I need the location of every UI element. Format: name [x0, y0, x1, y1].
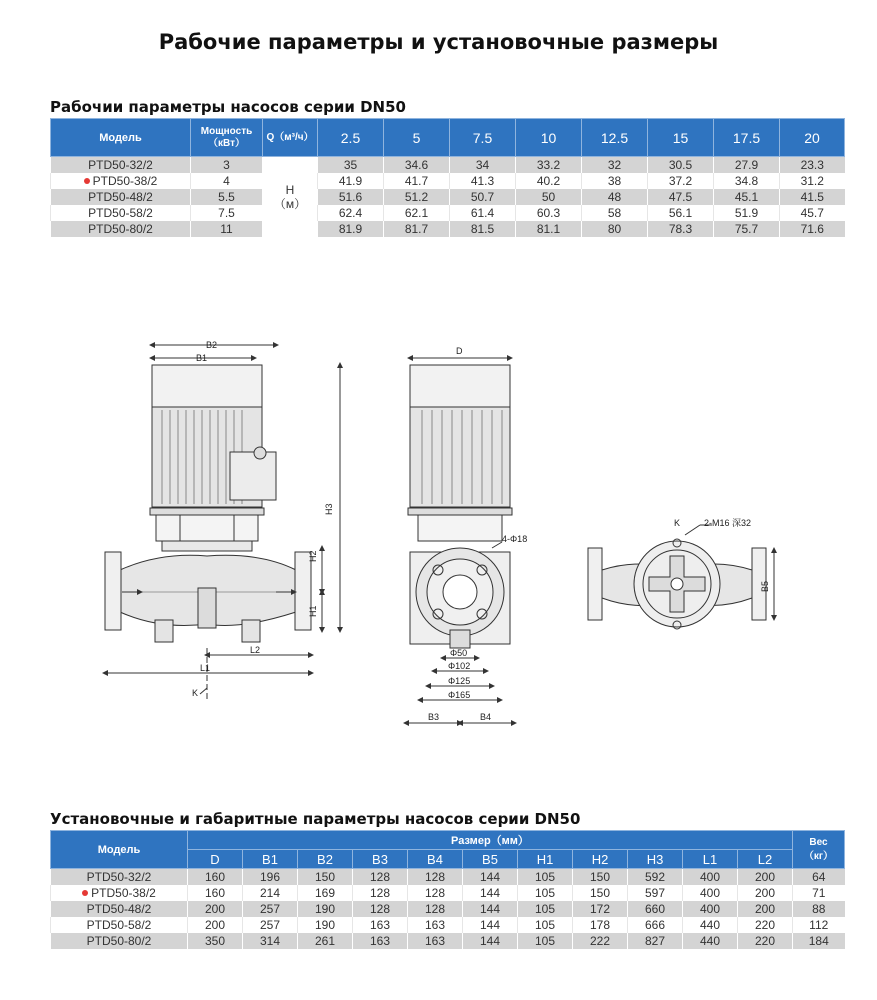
dim-value: 666 [628, 917, 683, 933]
dim-value: 440 [683, 933, 738, 949]
table-row [51, 869, 845, 886]
power-cell: 3 [191, 157, 263, 174]
model-name: PTD50-80/2 [88, 222, 153, 236]
dim-column-header: L1 [683, 850, 738, 869]
dim-value: 128 [353, 869, 408, 886]
table-row [51, 917, 845, 933]
q-value: 2.5 [318, 119, 384, 157]
h-unit: （м） [273, 197, 307, 211]
thread-label: 2-M16 深32 [704, 518, 752, 528]
table-row [51, 933, 845, 949]
weight-value: 64 [793, 869, 845, 886]
dim-column-header: H2 [573, 850, 628, 869]
dim-value: 214 [243, 885, 298, 901]
head-value: 34 [450, 157, 516, 174]
pump-top-view [588, 525, 774, 629]
head-value: 35 [318, 157, 384, 174]
head-value: 31.2 [780, 173, 845, 189]
dim-value: 400 [683, 901, 738, 917]
dim-value: 200 [738, 869, 793, 886]
dim-value: 257 [243, 917, 298, 933]
weight-header [793, 831, 845, 869]
dim-h2-label: H2 [308, 550, 318, 562]
head-value: 81.1 [516, 221, 582, 237]
dim-value: 163 [408, 933, 463, 949]
dim-b4-label: B4 [480, 712, 492, 722]
model-name: PTD50-48/2 [86, 902, 152, 916]
head-value: 60.3 [516, 205, 582, 221]
dim-b5-label: B5 [760, 580, 770, 592]
dimensions-table [50, 830, 845, 949]
pump-front-view [105, 345, 340, 700]
dim-value: 257 [243, 901, 298, 917]
head-value: 27.9 [714, 157, 780, 174]
dim-value: 200 [188, 901, 243, 917]
q-value: 12.5 [582, 119, 648, 157]
dim-value: 190 [298, 901, 353, 917]
dim-value: 222 [573, 933, 628, 949]
dim-value: 105 [518, 869, 573, 886]
table-row [51, 205, 845, 221]
q-value: 20 [780, 119, 845, 157]
dim-l2-label: L2 [250, 645, 261, 655]
head-value: 38 [582, 173, 648, 189]
head-value: 58 [582, 205, 648, 221]
dim-value: 592 [628, 869, 683, 886]
model-cell [51, 221, 191, 237]
head-value: 81.5 [450, 221, 516, 237]
dim-value: 163 [353, 917, 408, 933]
dim-value: 597 [628, 885, 683, 901]
dim-value: 144 [463, 901, 518, 917]
dim-value: 128 [408, 901, 463, 917]
model-cell [51, 205, 191, 221]
dim-l1-label: L1 [200, 663, 211, 673]
head-value: 30.5 [648, 157, 714, 174]
head-value: 40.2 [516, 173, 582, 189]
dim-h1-label: H1 [308, 605, 318, 617]
power-cell: 7.5 [191, 205, 263, 221]
dim-column-header: B1 [243, 850, 298, 869]
dim-value: 128 [408, 885, 463, 901]
weight-value: 184 [793, 933, 845, 949]
dim-column-header: H3 [628, 850, 683, 869]
dim-value: 150 [573, 869, 628, 886]
head-value: 45.7 [780, 205, 845, 221]
model-name: PTD50-38/2 [91, 886, 156, 900]
head-value: 62.4 [318, 205, 384, 221]
selected-marker [82, 890, 88, 896]
head-value: 48 [582, 189, 648, 205]
head-value: 34.6 [384, 157, 450, 174]
model-cell [51, 173, 191, 189]
head-value: 81.9 [318, 221, 384, 237]
head-value: 50.7 [450, 189, 516, 205]
q-header: Q（м³/ч） [263, 119, 318, 157]
dim-value: 220 [738, 933, 793, 949]
head-value: 41.5 [780, 189, 845, 205]
dim-d-label: D [456, 346, 463, 356]
head-value: 34.8 [714, 173, 780, 189]
dim-value: 169 [298, 885, 353, 901]
dim-value: 190 [298, 917, 353, 933]
dim-value: 105 [518, 885, 573, 901]
dim-d50-label: Φ50 [450, 648, 468, 658]
dim-h3-label: H3 [324, 503, 334, 515]
dimensions-table-title: Установочные и габаритные параметры насосов серии DN50 [50, 810, 581, 828]
head-value: 61.4 [450, 205, 516, 221]
page-title: Рабочие параметры и установочные размеры [158, 30, 719, 54]
dim-value: 400 [683, 885, 738, 901]
dim-column-header: B4 [408, 850, 463, 869]
dim-value: 128 [353, 901, 408, 917]
model-cell [51, 933, 188, 949]
dim-value: 105 [518, 901, 573, 917]
head-value: 71.6 [780, 221, 845, 237]
model-name: PTD50-80/2 [86, 934, 152, 948]
dim-value: 261 [298, 933, 353, 949]
dim-value: 150 [298, 869, 353, 886]
dim-value: 220 [738, 917, 793, 933]
dim-value: 144 [463, 933, 518, 949]
pump-dimension-drawing [100, 330, 780, 730]
power-cell: 4 [191, 173, 263, 189]
performance-table [50, 118, 845, 237]
holes-label: 4-Φ18 [502, 534, 528, 544]
table-row [51, 885, 845, 901]
dim-value: 200 [188, 917, 243, 933]
dim-value: 172 [573, 901, 628, 917]
table-row [51, 221, 845, 237]
dim-d125-label: Φ125 [448, 676, 471, 686]
dim-value: 144 [463, 917, 518, 933]
head-value: 23.3 [780, 157, 845, 174]
q-value: 17.5 [714, 119, 780, 157]
model-cell [51, 157, 191, 174]
weight-value: 112 [793, 917, 845, 933]
dim-value: 400 [683, 869, 738, 886]
dim-column-header: L2 [738, 850, 793, 869]
model-name: PTD50-38/2 [92, 174, 158, 188]
dim-column-header: D [188, 850, 243, 869]
dim-value: 660 [628, 901, 683, 917]
weight-value: 71 [793, 885, 845, 901]
head-value: 41.9 [318, 173, 384, 189]
dim-value: 178 [573, 917, 628, 933]
model-header: Модель [51, 831, 188, 869]
head-value: 41.3 [450, 173, 516, 189]
head-value: 37.2 [648, 173, 714, 189]
dim-d165-label: Φ165 [448, 690, 471, 700]
model-name: PTD50-32/2 [86, 870, 152, 884]
weight-header-unit: （кг） [803, 850, 834, 862]
head-value: 41.7 [384, 173, 450, 189]
dim-b2-label: B2 [206, 340, 218, 350]
model-cell [51, 917, 188, 933]
head-value: 51.9 [714, 205, 780, 221]
head-value: 81.7 [384, 221, 450, 237]
q-value: 7.5 [450, 119, 516, 157]
dim-value: 200 [738, 901, 793, 917]
dim-column-header: H1 [518, 850, 573, 869]
view-k-top-label: K [674, 518, 681, 528]
dim-d102-label: Φ102 [448, 661, 471, 671]
table-row [51, 189, 845, 205]
dim-value: 314 [243, 933, 298, 949]
dim-b1-label: B1 [196, 353, 208, 363]
performance-table-title: Рабочии параметры насосов серии DN50 [50, 98, 406, 116]
head-value: 62.1 [384, 205, 450, 221]
q-value: 10 [516, 119, 582, 157]
dim-value: 160 [188, 885, 243, 901]
dim-value: 163 [353, 933, 408, 949]
performance-header-row [51, 119, 845, 157]
head-value: 45.1 [714, 189, 780, 205]
head-value: 33.2 [516, 157, 582, 174]
dim-column-header: B2 [298, 850, 353, 869]
head-value: 56.1 [648, 205, 714, 221]
q-value: 5 [384, 119, 450, 157]
head-value: 78.3 [648, 221, 714, 237]
table-row [51, 901, 845, 917]
dim-value: 350 [188, 933, 243, 949]
head-value: 51.2 [384, 189, 450, 205]
model-cell [51, 885, 188, 901]
model-cell [51, 901, 188, 917]
dim-value: 440 [683, 917, 738, 933]
view-k-label: K [192, 688, 199, 698]
h-unit-cell [263, 157, 318, 238]
table-row [51, 157, 845, 174]
dim-value: 200 [738, 885, 793, 901]
dim-value: 150 [573, 885, 628, 901]
power-cell: 5.5 [191, 189, 263, 205]
dim-column-header: B3 [353, 850, 408, 869]
weight-header-label: Вес [809, 836, 828, 848]
power-cell: 11 [191, 221, 263, 237]
weight-value: 88 [793, 901, 845, 917]
model-name: PTD50-32/2 [88, 158, 153, 172]
model-name: PTD50-48/2 [88, 190, 153, 204]
dim-value: 128 [353, 885, 408, 901]
table-row [51, 173, 845, 189]
dim-value: 128 [408, 869, 463, 886]
head-value: 51.6 [318, 189, 384, 205]
dim-value: 144 [463, 869, 518, 886]
model-name: PTD50-58/2 [88, 206, 153, 220]
head-value: 47.5 [648, 189, 714, 205]
dim-column-header: B5 [463, 850, 518, 869]
model-cell [51, 189, 191, 205]
selected-marker [84, 178, 90, 184]
head-value: 50 [516, 189, 582, 205]
h-label: H [285, 183, 295, 197]
dim-value: 105 [518, 933, 573, 949]
head-value: 75.7 [714, 221, 780, 237]
dim-value: 827 [628, 933, 683, 949]
model-header: Модель [51, 119, 191, 157]
dim-value: 196 [243, 869, 298, 886]
head-value: 80 [582, 221, 648, 237]
model-name: PTD50-58/2 [86, 918, 152, 932]
dim-value: 105 [518, 917, 573, 933]
model-cell [51, 869, 188, 886]
dim-value: 144 [463, 885, 518, 901]
q-value: 15 [648, 119, 714, 157]
power-header: Мощность（кВт） [191, 119, 263, 157]
dimensions-header-row [51, 831, 845, 850]
dim-value: 163 [408, 917, 463, 933]
dim-b3-label: B3 [428, 712, 440, 722]
dim-value: 160 [188, 869, 243, 886]
head-value: 32 [582, 157, 648, 174]
size-header: Размер（мм） [188, 831, 793, 850]
